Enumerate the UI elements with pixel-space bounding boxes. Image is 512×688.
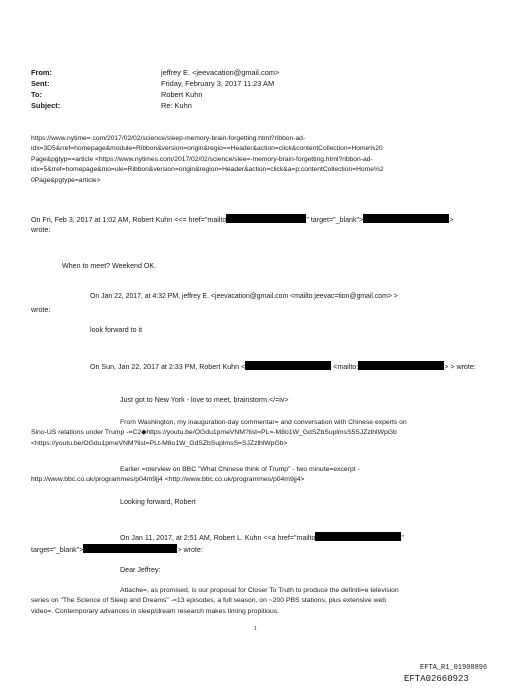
jan11-target: target="_blank">: [31, 546, 84, 554]
washington-paragraph: From Washington, my inauguration-day commentar= and conversation with Chinese experts on Sino-US relations under Trump -=C2◆https://youtu.be/OGdu1pmeVNM?list=PL=-M8o1W_GdSZbSuplmsS5SJZzlhlWpGb <https://youtu.be/OGdu1pmeVNM?list=PLt-M8o1W_GdSZbSuplmsS=SJZzlhlWpGb>: [31, 419, 407, 447]
jan11-target-line: [31, 544, 203, 554]
from-value: jeffrey E. <jeevacation@gmail.com>: [161, 68, 280, 77]
jan11-line-quote: ": [401, 534, 404, 542]
fri-quote-line: [31, 214, 453, 224]
redaction-block: [245, 361, 331, 370]
subject-value: Re: Kuhn: [161, 101, 192, 110]
jan22-quote-line: On Jan 22, 2017, at 4:32 PM, jeffrey E. <jeevacation@gmail.com <mailto:jeevac=tion@gmail.com> >: [90, 293, 398, 300]
attache-paragraph: Attache=, as promised, is our proposal for Closer To Truth to produce the definiti=e television series on "The Science of Sleep and Dreams" -=13 episodes, a full season, on ~200 PBS stations, plus extensive web video=. Contemporary advances in sleep/dream research makes timing propitious.: [31, 587, 399, 615]
bates-number-small: EFTA_R1_01908896: [420, 664, 488, 672]
sun-line-end: > > wrote:: [444, 363, 476, 371]
sun-quote-line: [90, 361, 476, 371]
sun-line-mailto: <mailto:: [333, 363, 359, 371]
fri-wrote: wrote:: [31, 226, 51, 234]
redaction-block: [315, 532, 401, 541]
fri-line-end: >: [449, 216, 454, 224]
earlier-paragraph: Earlier =nterview on BBC "What Chinese think of Trump" - two minute=excerpt - http://www.bbc.co.uk/programmes/p04m9jj4 <http://www.bbc.co.uk/programmes/p04m9jj4>: [31, 466, 360, 484]
fri-line-target: " target="_blank">: [306, 216, 364, 224]
bates-number-large: EFTA02660923: [404, 674, 469, 684]
nytimes-url-block: https://www.nytime=.com/2017/02/02/science/sleep-memory-brain-forgetting.html?ribbon-ad- idx=3D5&rref=homepage&module=Ribbon&version=origin&regio==Header&action=click&contentCollection=Home%20 Page&pgtyp==article <https://www.nytimes.com/2017/02/02/science/slee=-memory-brain-forgetting.html?ribbon-ad- idx=5&rref=homepage&mo=ule=Ribbon&version=origin&region=Header&action=click&a=p;contentCollection=Home%2 0Page&pgtype=article>: [31, 135, 384, 184]
page-number: 1: [254, 626, 257, 632]
sent-value: Friday, February 3, 2017 11:23 AM: [161, 79, 275, 88]
when-to-meet-text: When to meet? Weekend OK.: [62, 262, 157, 270]
subject-label: Subject:: [31, 101, 61, 110]
jan11-wrote: > wrote:: [177, 546, 203, 554]
dear-jeffrey-text: Dear Jeffrey:: [120, 566, 161, 574]
sun-line-text: On Sun, Jan 22, 2017 at 2:33 PM, Robert Kuhn <: [90, 363, 246, 371]
to-value: Robert Kuhn: [161, 90, 203, 99]
look-forward-text: look forward to it: [90, 326, 143, 334]
redaction-block: [358, 361, 444, 370]
fri-line-text: On Fri, Feb 3, 2017 at 1:02 AM, Robert Kuhn <<= href="mailto: [31, 216, 227, 224]
jan11-quote-line: [120, 532, 404, 542]
jan11-line-text: On Jan 11, 2017, at 2:51 AM, Robert L. Kuhn <<a href="mailto: [120, 534, 316, 542]
looking-forward-text: Looking forward, Robert: [120, 498, 196, 506]
sent-label: Sent:: [31, 79, 50, 88]
redaction-block: [363, 214, 449, 223]
redaction-block: [226, 214, 306, 223]
just-got-text: Just got to New York - love to meet, brainstorm.</=iv>: [120, 396, 289, 404]
to-label: To:: [31, 90, 42, 99]
redaction-block: [83, 544, 177, 553]
jan22-wrote: wrote:: [31, 306, 51, 314]
from-label: From:: [31, 68, 52, 77]
